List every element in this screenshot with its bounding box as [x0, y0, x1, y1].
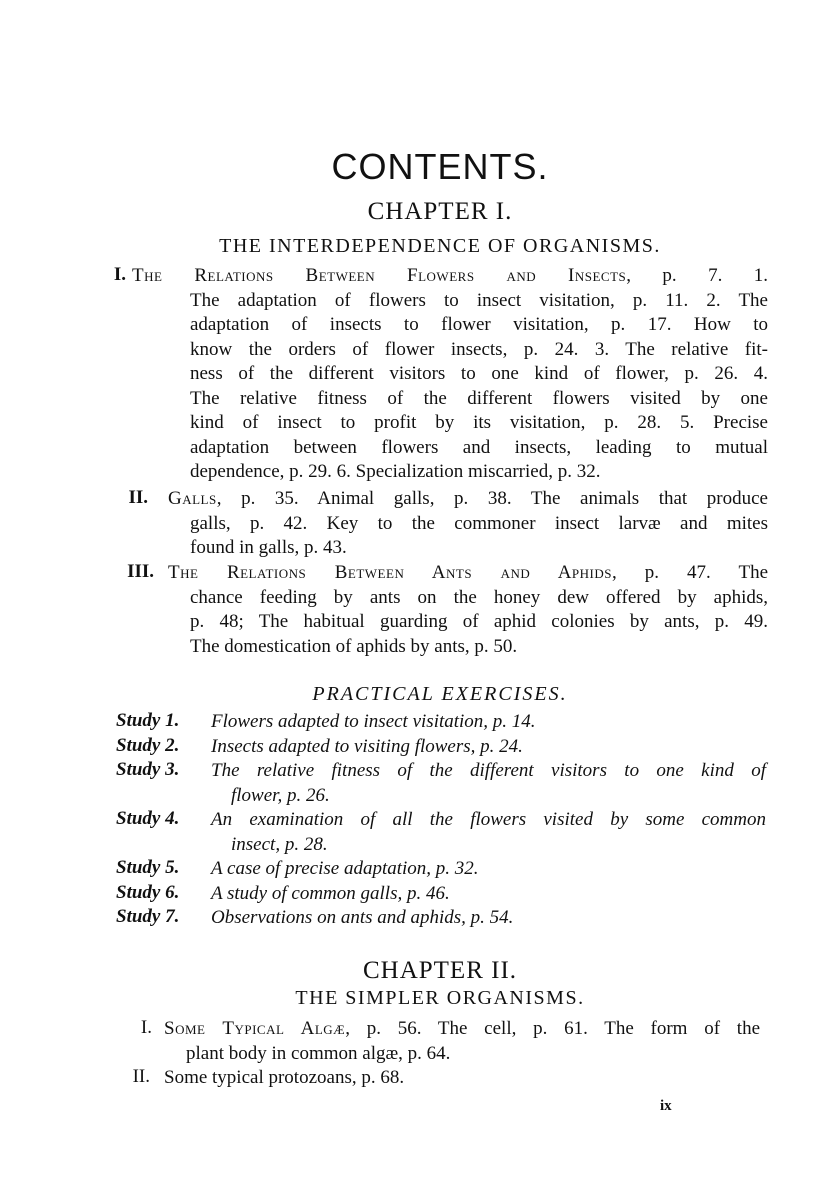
study-entry [116, 808, 766, 857]
entry-number: I. [140, 1017, 152, 1038]
toc-entry [60, 1017, 760, 1066]
study-entry [116, 906, 766, 931]
entry-number: I. [113, 264, 126, 285]
entry-body [168, 561, 768, 586]
toc-entry [60, 1066, 760, 1091]
study-title: Flowers adapted to insect visitation, p. 14. [211, 711, 536, 732]
entry-line: know the orders of flower insects, p. 24. 3. The relative fit- [190, 338, 768, 360]
entry-line: adaptation between flowers and insects, leading to mutual [190, 436, 768, 458]
entry-heading: Some Typical Algæ [164, 1018, 346, 1039]
entry-line: Galls, p. 35. Animal galls, p. 38. The animals that produce [168, 488, 768, 509]
study-title: An examination of all the flowers visited by some common [211, 809, 766, 830]
entry-continuation [186, 1042, 760, 1067]
study-title: Insects adapted to visiting flowers, p. 24. [211, 736, 523, 757]
chapter-1-subheading: THE INTERDEPENDENCE OF ORGANISMS. [219, 235, 661, 257]
toc-entry [60, 487, 768, 561]
entry-line: galls, p. 42. Key to the commoner insect larvæ and mites [190, 512, 768, 534]
study-title: flower, p. 26. [231, 784, 330, 806]
entry-heading: The Relations Between Flowers and Insects [132, 265, 627, 286]
entry-line: adaptation of insects to flower visitation, p. 17. How to [190, 314, 768, 335]
entry-body [168, 487, 768, 512]
entry-line: The relative fitness of the different flowers visited by one [190, 387, 768, 409]
page-title: CONTENTS. [331, 146, 549, 187]
chapter-2-subheading: THE SIMPLER ORGANISMS. [295, 987, 585, 1009]
study-label: Study 6. [116, 882, 180, 903]
study-label: Study 2. [116, 735, 180, 756]
study-label: Study 1. [116, 710, 180, 731]
entry-line: The adaptation of flowers to insect visitation, p. 11. 2. The [190, 289, 768, 311]
study-title: A study of common galls, p. 46. [211, 883, 450, 904]
entry-body [164, 1017, 760, 1042]
entry-line: p. 48; The habitual guarding of aphid colonies by ants, p. 49. [190, 611, 768, 632]
entry-line: ness of the different visitors to one kind of flower, p. 26. 4. [190, 363, 768, 384]
entry-line: The Relations Between Ants and Aphids, p. 47. The [168, 562, 768, 583]
study-label: Study 7. [116, 906, 180, 927]
entry-line: chance feeding by ants on the honey dew offered by aphids, [190, 586, 768, 608]
entry-body [132, 264, 768, 289]
entry-number: III. [127, 561, 154, 582]
entry-number: II. [132, 1066, 150, 1087]
chapter-1-heading: CHAPTER I. [367, 198, 513, 225]
practical-exercises-heading: PRACTICAL EXERCISES. [312, 683, 568, 705]
entry-body [164, 1066, 760, 1091]
study-entry [116, 759, 766, 808]
study-entry [116, 882, 766, 907]
entry-heading: The Relations Between Ants and Aphids [168, 562, 613, 583]
entry-continuation [190, 512, 768, 561]
entry-line: The Relations Between Flowers and Insects, p. 7. 1. [132, 265, 768, 286]
study-title: The relative fitness of the different visitors to one kind of [211, 760, 766, 781]
entry-line: The domestication of aphids by ants, p. 50. [190, 635, 518, 657]
entry-line: dependence, p. 29. 6. Specialization miscarried, p. 32. [190, 461, 601, 482]
chapter-2-heading: CHAPTER II. [362, 957, 518, 984]
study-label: Study 5. [116, 857, 180, 878]
study-label: Study 4. [116, 808, 180, 829]
entry-line: kind of insect to profit by its visitation, p. 28. 5. Precise [190, 412, 768, 433]
entry-heading: Galls [168, 488, 217, 509]
toc-entry [60, 561, 768, 659]
entry-continuation [190, 586, 768, 660]
entry-line: Some Typical Algæ, p. 56. The cell, p. 61. The form of the [164, 1018, 760, 1039]
study-entry [116, 735, 766, 760]
entry-line: found in galls, p. 43. [190, 537, 347, 558]
study-title: A case of precise adaptation, p. 32. [211, 858, 479, 879]
study-label: Study 3. [116, 759, 180, 780]
page-folio: ix [660, 1098, 672, 1114]
entry-continuation [190, 289, 768, 485]
toc-entry [60, 264, 768, 485]
entry-line: plant body in common algæ, p. 64. [186, 1042, 451, 1064]
study-entry [116, 710, 766, 735]
study-title: insect, p. 28. [231, 833, 328, 855]
study-title: Observations on ants and aphids, p. 54. [211, 907, 514, 928]
study-entry [116, 857, 766, 882]
entry-line: Some typical protozoans, p. 68. [164, 1067, 405, 1088]
entry-number: II. [128, 487, 148, 508]
